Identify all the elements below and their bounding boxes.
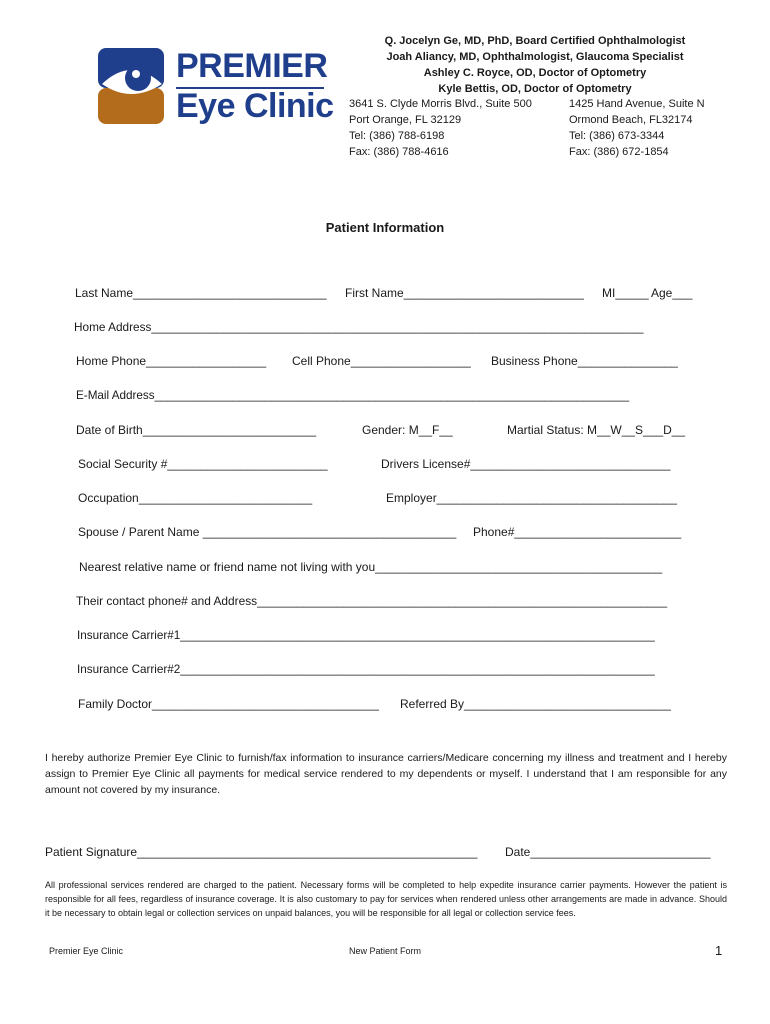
last-name-field[interactable]: Last Name_____________________________ <box>75 286 327 300</box>
employer-field[interactable]: Employer____________________________________ <box>386 491 677 505</box>
footer-clinic-name: Premier Eye Clinic <box>49 946 124 956</box>
office-right-fax: Fax: (386) 672-1854 <box>569 146 669 158</box>
doctor-4: Kyle Bettis, OD, Doctor of Optometry <box>438 83 632 95</box>
occupation-field[interactable]: Occupation__________________________ <box>78 491 313 505</box>
office-right-tel: Tel: (386) 673-3344 <box>569 130 665 142</box>
office-right-street: 1425 Hand Avenue, Suite N <box>569 98 705 110</box>
nearest-relative-field[interactable]: Nearest relative name or friend name not living with you___________________________________________ <box>79 560 663 574</box>
office-right-city: Ormond Beach, FL32174 <box>569 114 693 126</box>
office-ormond-beach <box>569 96 705 160</box>
relative-contact-field[interactable]: Their contact phone# and Address______________________________________________________________ <box>76 594 668 608</box>
doctor-list <box>340 33 730 97</box>
ssn-field[interactable]: Social Security #________________________ <box>78 457 328 471</box>
form-title: Patient Information <box>325 220 445 235</box>
doctor-1: Q. Jocelyn Ge, MD, PhD, Board Certified Ophthalmologist <box>384 35 686 47</box>
office-left-tel: Tel: (386) 788-6198 <box>349 130 445 142</box>
family-doctor-field[interactable]: Family Doctor__________________________________ <box>78 697 379 711</box>
office-left-street: 3641 S. Clyde Morris Blvd., Suite 500 <box>349 98 532 110</box>
page-number: 1 <box>715 943 723 958</box>
eye-logo-icon <box>96 46 166 126</box>
office-left-city: Port Orange, FL 32129 <box>349 114 462 126</box>
payment-policy-text: All professional services rendered are charged to the patient. Necessary forms will be completed to help expedite insurance carrier payments. However the patient is responsible for all fees, regardless of insurance coverage. It is also customary to pay for services when rendered unless other arrangements are made in advance. Should it be necessary to obtain legal or collection services on unpaid balances, you will be responsible for all legal or collection service fees. <box>45 880 727 918</box>
first-name-field[interactable]: First Name___________________________ <box>345 286 584 300</box>
referred-by-field[interactable]: Referred By_______________________________ <box>400 697 671 711</box>
email-field[interactable]: E-Mail Address_________________________________________________________________________ <box>76 389 630 402</box>
patient-signature-field[interactable]: Patient Signature___________________________________________________ <box>45 845 478 859</box>
logo-line-eye-clinic: Eye Clinic <box>176 87 334 125</box>
home-address-field[interactable]: Home Address___________________________________________________________________________ <box>74 320 644 334</box>
gender-field[interactable]: Gender: M__F__ <box>362 423 453 437</box>
marital-status-field[interactable]: Martial Status: M__W__S___D__ <box>507 423 686 437</box>
footer-form-name: New Patient Form <box>349 946 422 956</box>
home-phone-field[interactable]: Home Phone__________________ <box>76 354 267 368</box>
insurance-carrier-1-field[interactable]: Insurance Carrier#1_________________________________________________________________________ <box>77 629 655 642</box>
business-phone-field[interactable]: Business Phone_______________ <box>491 354 678 368</box>
signature-date-field[interactable]: Date___________________________ <box>505 845 711 859</box>
spouse-phone-field[interactable]: Phone#_________________________ <box>473 525 682 539</box>
mi-field[interactable]: MI_____ <box>602 286 649 300</box>
spouse-parent-name-field[interactable]: Spouse / Parent Name ______________________________________ <box>78 525 457 539</box>
cell-phone-field[interactable]: Cell Phone__________________ <box>292 354 471 368</box>
doctor-2: Joah Aliancy, MD, Ophthalmologist, Glaucoma Specialist <box>386 51 684 63</box>
doctor-3: Ashley C. Royce, OD, Doctor of Optometry <box>423 67 647 79</box>
age-field[interactable]: Age___ <box>651 286 693 300</box>
clinic-logo <box>96 46 334 126</box>
office-port-orange <box>349 96 532 160</box>
authorization-text: I hereby authorize Premier Eye Clinic to furnish/fax information to insurance carriers/Medicare concerning my illness and treatment and I hereby assign to Premier Eye Clinic all payments for medical service rendered to my dependents or myself. I understand that I am responsible for any amount not covered by my insurance. <box>45 752 727 796</box>
dob-field[interactable]: Date of Birth__________________________ <box>76 423 317 437</box>
logo-line-premier: PREMIER <box>176 47 328 85</box>
drivers-license-field[interactable]: Drivers License#______________________________ <box>381 457 671 471</box>
office-left-fax: Fax: (386) 788-4616 <box>349 146 449 158</box>
insurance-carrier-2-field[interactable]: Insurance Carrier#2_________________________________________________________________________ <box>77 663 655 676</box>
